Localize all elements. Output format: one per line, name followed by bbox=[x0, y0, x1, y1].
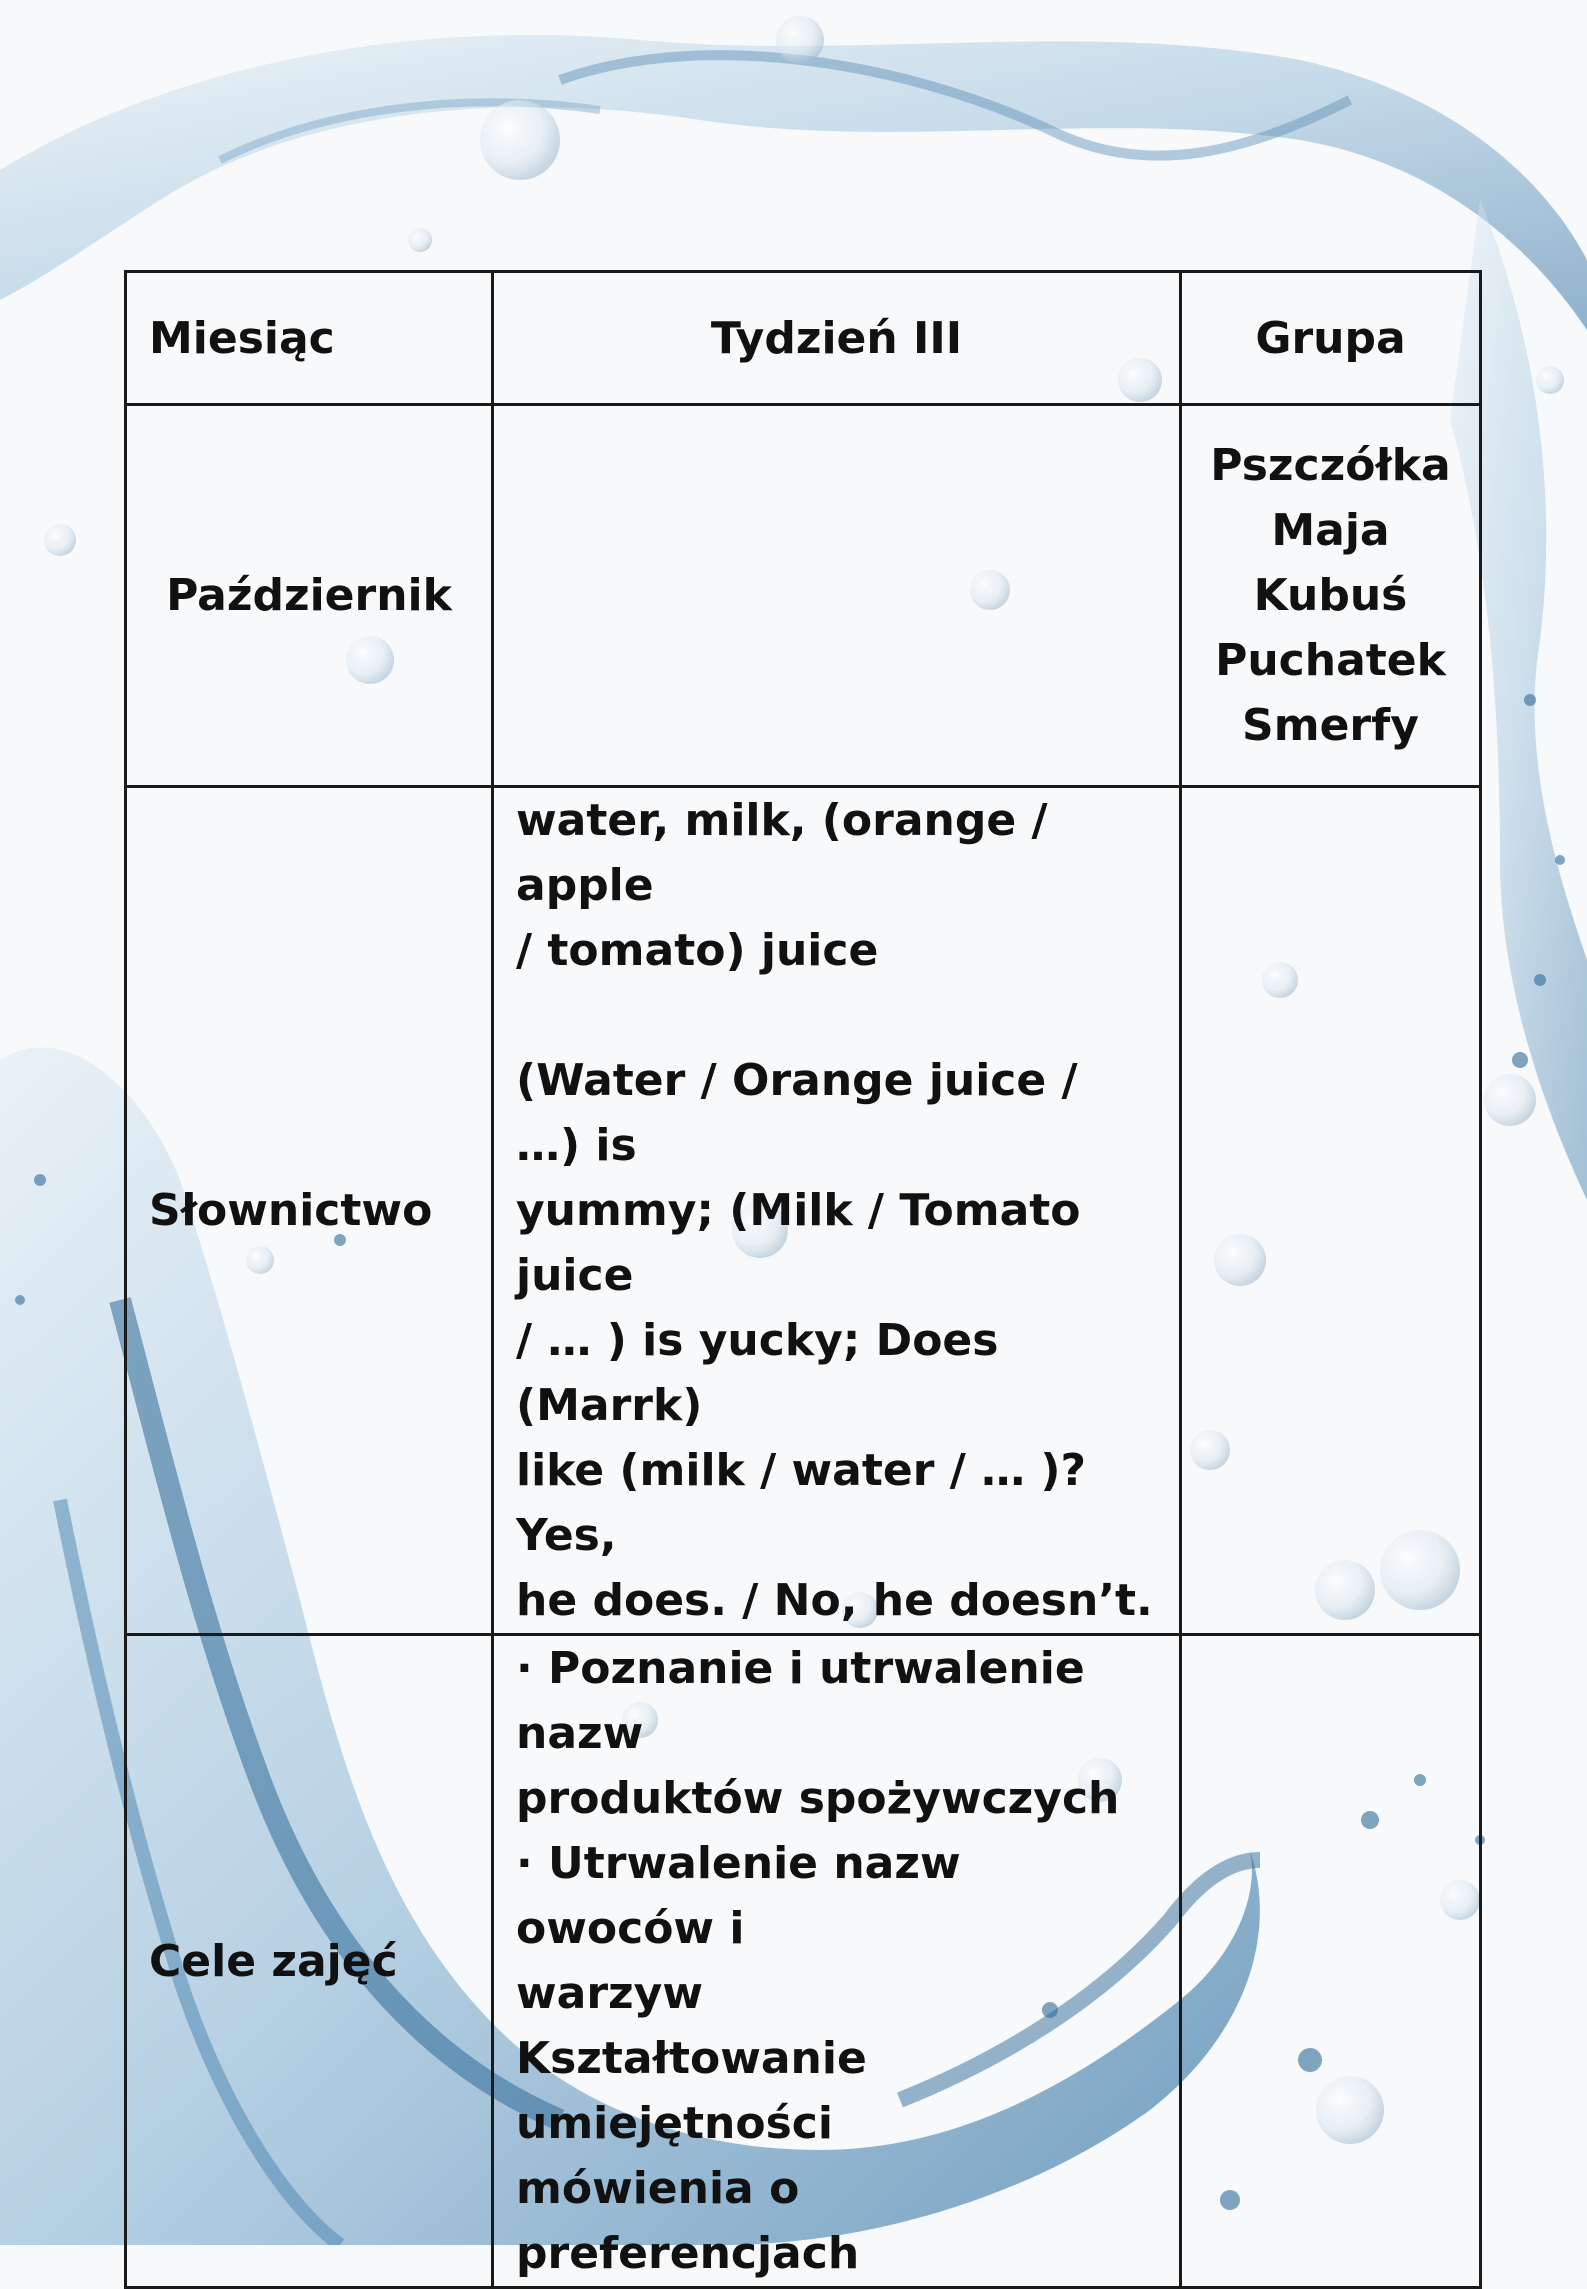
vocabulary-content bbox=[493, 787, 1181, 1635]
goals-label: Cele zajęć bbox=[126, 1635, 493, 2288]
month-header: Miesiąc bbox=[126, 272, 493, 405]
group-header: Grupa bbox=[1181, 272, 1481, 405]
goal-line: produktów spożywczych bbox=[516, 1773, 1120, 1824]
vocab-line: / tomato) juice bbox=[516, 925, 879, 976]
group-name: Maja bbox=[1271, 505, 1390, 556]
goal-line: · Utrwalenie nazw owoców i bbox=[516, 1838, 961, 1954]
vocabulary-label: Słownictwo bbox=[126, 787, 493, 1635]
goals-row bbox=[126, 1635, 1481, 2288]
month-cell: Październik bbox=[126, 405, 493, 787]
goal-line: warzyw bbox=[516, 1968, 703, 2019]
vocab-spacer bbox=[516, 983, 1157, 1048]
header-row bbox=[126, 272, 1481, 405]
group-name: Smerfy bbox=[1242, 700, 1419, 751]
vocabulary-row bbox=[126, 787, 1481, 1635]
group-name: Puchatek bbox=[1215, 635, 1446, 686]
lesson-plan-table bbox=[124, 270, 1482, 2289]
vocab-line: like (milk / water / … )? Yes, bbox=[516, 1445, 1087, 1561]
goal-line: Kształtowanie umiejętności bbox=[516, 2033, 867, 2149]
groups-cell bbox=[1181, 405, 1481, 787]
empty-group-cell bbox=[1181, 1635, 1481, 2288]
group-name: Kubuś bbox=[1253, 570, 1408, 621]
goals-content bbox=[493, 1635, 1181, 2288]
empty-week-cell bbox=[493, 405, 1181, 787]
goal-line: · Poznanie i utrwalenie nazw bbox=[516, 1643, 1085, 1759]
vocab-line: (Water / Orange juice / …) is bbox=[516, 1055, 1078, 1171]
empty-group-cell bbox=[1181, 787, 1481, 1635]
vocab-line: / … ) is yucky; Does (Marrk) bbox=[516, 1315, 999, 1431]
month-row bbox=[126, 405, 1481, 787]
goal-line: mówienia o preferencjach bbox=[516, 2163, 860, 2279]
week-header: Tydzień III bbox=[493, 272, 1181, 405]
group-name: Pszczółka bbox=[1210, 440, 1451, 491]
vocab-line: he does. / No, he doesn’t. bbox=[516, 1575, 1153, 1626]
vocab-line: yummy; (Milk / Tomato juice bbox=[516, 1185, 1081, 1301]
vocab-line: water, milk, (orange / apple bbox=[516, 795, 1048, 911]
